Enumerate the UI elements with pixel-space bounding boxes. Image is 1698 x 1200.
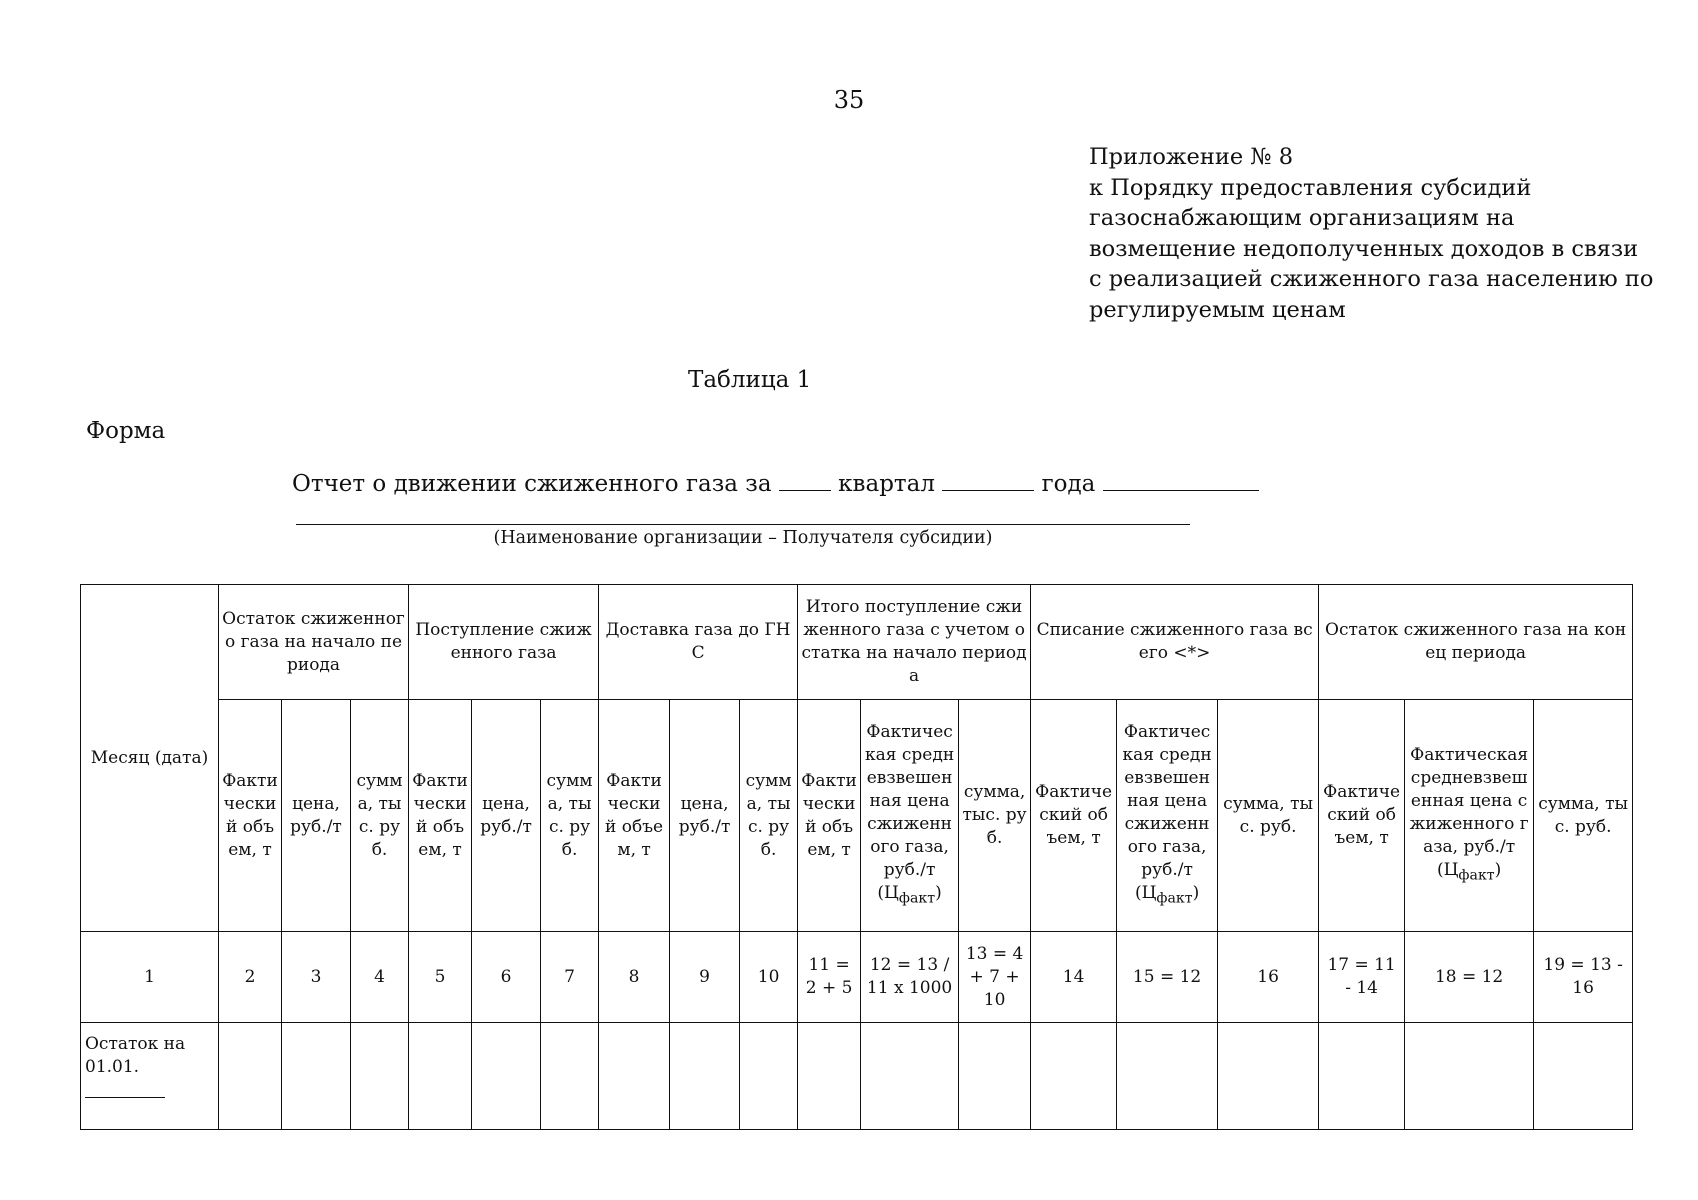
report-title-part: Отчет о движении сжиженного газа за [292,471,772,497]
column-number: 12 = 13 / 11 x 1000 [861,932,959,1023]
price-symbol-close: ) [1494,859,1502,880]
column-number: 17 = 11 - 14 [1319,932,1405,1023]
subheader-text: Фактическая средневзвешенная цена сжиженного газа, руб./т [1409,744,1529,857]
appendix-line: с реализацией сжиженного газа населению по [1089,266,1654,292]
price-symbol-close: ) [1192,882,1200,903]
data-cell[interactable] [1405,1023,1534,1130]
appendix-line: регулируемым ценам [1089,296,1346,323]
column-number: 13 = 4 + 7 + 10 [959,932,1031,1023]
appendix-line: газоснабжающим организациям на [1089,205,1515,231]
column-number: 14 [1031,932,1117,1023]
report-title-part: года [1041,471,1096,497]
subheader: Фактический объем, т [1031,700,1117,932]
data-cell[interactable] [740,1023,798,1130]
column-number: 2 [219,932,282,1023]
balance-row-label-cell [81,1023,219,1130]
column-number: 8 [599,932,670,1023]
data-cell[interactable] [959,1023,1031,1130]
subheader: сумма, тыс. руб. [351,700,409,932]
header-group: Остаток сжиженного газа на конец периода [1319,585,1633,700]
subheader: сумма, тыс. руб. [959,700,1031,932]
subheader-text: Фактическая средневзвешенная цена сжиженного газа, руб./т [1122,721,1212,880]
appendix-line: Приложение № 8 [1089,144,1294,170]
price-symbol: (Ц [1134,882,1157,903]
header-group: Списание сжиженного газа всего <*> [1031,585,1319,700]
subheader: сумма, тыс. руб. [740,700,798,932]
column-number: 18 = 12 [1405,932,1534,1023]
page-number: 35 [833,86,865,114]
data-cell[interactable] [541,1023,599,1130]
header-group: Доставка газа до ГНС [599,585,798,700]
column-number: 15 = 12 [1117,932,1218,1023]
subheader: Фактический объем, т [1319,700,1405,932]
header-group: Поступление сжиженного газа [409,585,599,700]
price-symbol-close: ) [935,882,942,903]
column-number: 5 [409,932,472,1023]
subheader: цена, руб./т [282,700,351,932]
data-cell[interactable] [409,1023,472,1130]
data-cell[interactable] [798,1023,861,1130]
column-number: 11 = 2 + 5 [798,932,861,1023]
column-number: 9 [670,932,740,1023]
subheader-price [1405,700,1534,932]
data-cell[interactable] [472,1023,541,1130]
subheader: Фактический объем, т [599,700,670,932]
report-title-part: квартал [838,471,935,497]
subheader: цена, руб./т [472,700,541,932]
balance-row-label: Остаток на 01.01. [85,1034,186,1077]
organization-caption: (Наименование организации – Получателя субсидии) [493,528,993,548]
column-number: 7 [541,932,599,1023]
data-cell[interactable] [351,1023,409,1130]
subheader: сумма, тыс. руб. [1218,700,1319,932]
subheader-text: Фактическая средневзвешенная цена сжиженного газа, руб./т [865,721,955,880]
data-cell[interactable] [1031,1023,1117,1130]
price-subscript: факт [1156,890,1193,907]
data-cell[interactable] [599,1023,670,1130]
table-label: Таблица 1 [688,367,812,393]
subheader-price [1117,700,1218,932]
appendix-block [1089,142,1654,325]
extra-blank [1103,468,1259,491]
data-cell[interactable] [282,1023,351,1130]
header-group: Итого поступление сжиженного газа с учетом остатка на начало периода [798,585,1031,700]
data-cell[interactable] [219,1023,282,1130]
data-cell[interactable] [1117,1023,1218,1130]
subheader: Фактический объем, т [798,700,861,932]
column-number: 16 [1218,932,1319,1023]
subheader: сумма, тыс. руб. [1534,700,1633,932]
subheader: цена, руб./т [670,700,740,932]
column-number: 10 [740,932,798,1023]
form-label: Форма [86,418,166,444]
header-group: Остаток сжиженного газа на начало периода [219,585,409,700]
subheader-price [861,700,959,932]
year-blank [942,468,1034,491]
data-cell[interactable] [1534,1023,1633,1130]
subheader: Фактический объем, т [219,700,282,932]
column-number: 3 [282,932,351,1023]
subheader: сумма, тыс. руб. [541,700,599,932]
data-cell[interactable] [670,1023,740,1130]
data-cell[interactable] [1218,1023,1319,1130]
appendix-line: возмещение недополученных доходов в связи [1089,235,1639,262]
subheader: Фактический объем, т [409,700,472,932]
price-symbol: (Ц [877,882,899,903]
price-subscript: факт [898,890,936,907]
price-symbol: (Ц [1436,859,1459,880]
appendix-line: к Порядку предоставления субсидий [1089,174,1532,201]
column-number: 19 = 13 - 16 [1534,932,1633,1023]
column-number: 4 [351,932,409,1023]
price-subscript: факт [1458,867,1495,884]
column-number: 1 [81,932,219,1023]
header-month: Месяц (дата) [81,585,219,932]
data-cell[interactable] [1319,1023,1405,1130]
report-table [80,584,1633,1130]
data-cell[interactable] [861,1023,959,1130]
report-title [292,468,1259,497]
date-blank [85,1079,165,1098]
column-number: 6 [472,932,541,1023]
organization-name-line [296,524,1190,525]
quarter-blank [779,468,831,491]
